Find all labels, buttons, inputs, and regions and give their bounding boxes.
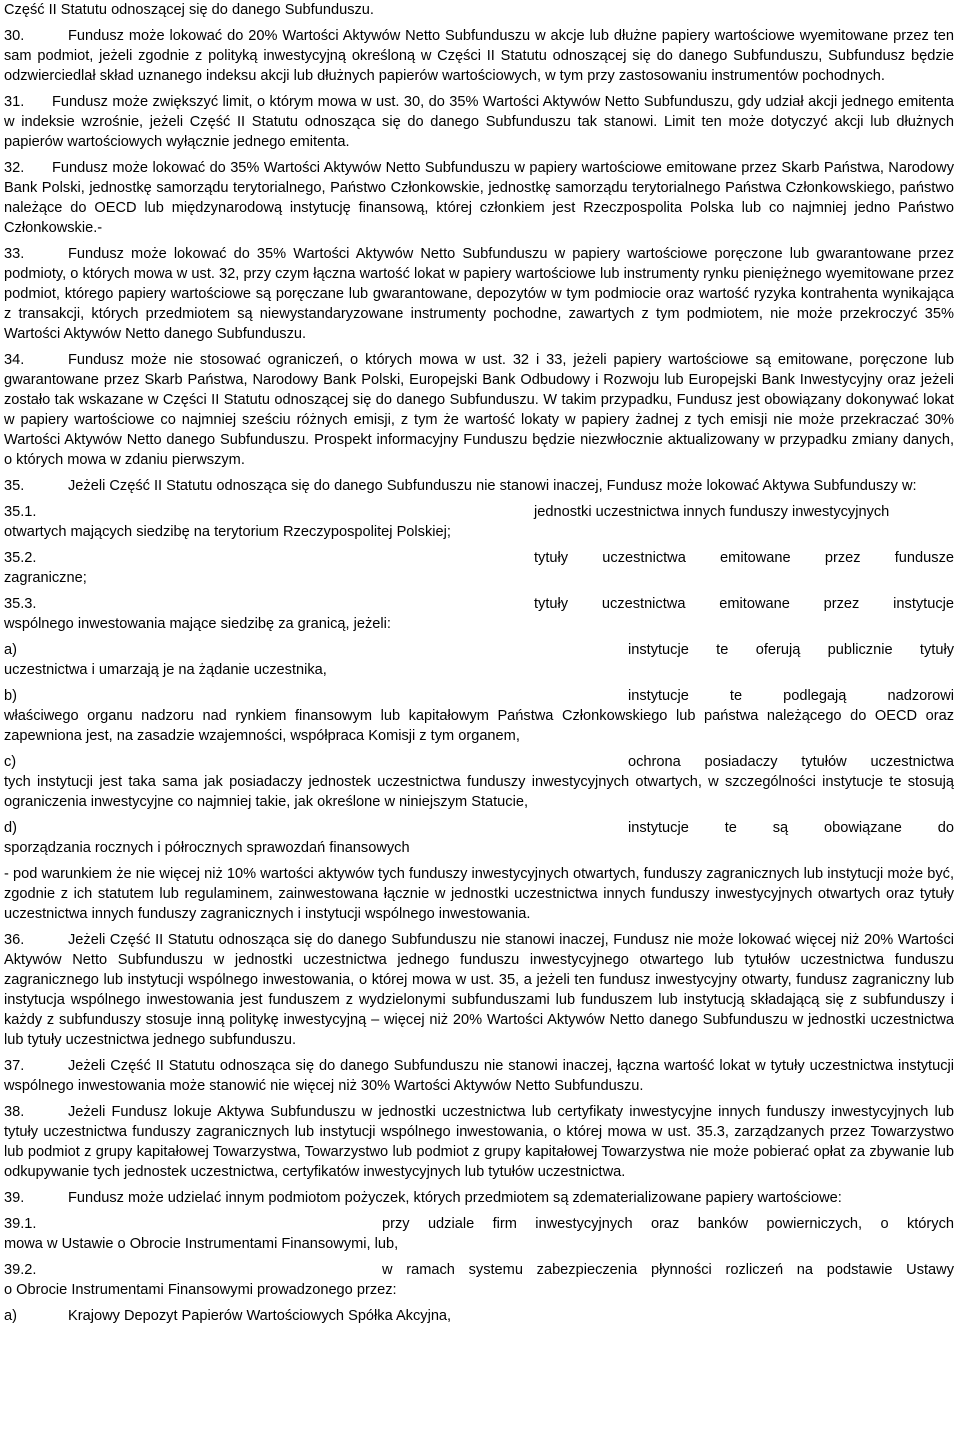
- paragraph-tail: wspólnego inwestowania mające siedzibę za granicą, jeżeli:: [4, 616, 391, 632]
- item-a-kdpw: [4, 1306, 954, 1326]
- paragraph-text: Fundusz może lokować do 35% Wartości Aktywów Netto Subfunduszu w papiery wartościowe emitowane przez Skarb Państwa, Narodowy Bank Polski, jednostkę samorządu terytorialnego, Państwo Członkowskie, jednostkę samorządu terytorialnego Państwa Członkowskiego, państwo należące do OECD lub międzynarodową instytucję finansową, której członkiem jest Rzeczpospolita Polska lub co najmniej jedno Państwo Członkowskie.-: [4, 160, 954, 236]
- paragraph-text: Fundusz może zwiększyć limit, o którym mowa w ust. 30, do 35% Wartości Aktywów Netto Subfunduszu, gdy udział akcji jednego emitenta w indeksie wzrośnie, jeżeli Część II Statutu odnosząca się do danego Subfunduszu tak stanowi. Limit ten może dotyczyć akcji lub dłużnych papierów wartościowych wyłącznie jednego emitenta.: [4, 94, 954, 150]
- paragraph-number: 35.: [4, 478, 25, 494]
- item-tail: uczestnictwa i umarzają je na żądanie uczestnika,: [4, 662, 327, 678]
- paragraph-35-3: [4, 594, 954, 634]
- item-head: ochrona posiadaczy tytułów uczestnictwa: [628, 754, 954, 770]
- paragraph-head: tytuły uczestnictwa emitowane przez fundusze: [534, 550, 954, 566]
- paragraph-tail: mowa w Ustawie o Obrocie Instrumentami Finansowymi, lub,: [4, 1236, 399, 1252]
- paragraph-text: Fundusz może lokować do 35% Wartości Aktywów Netto Subfunduszu w papiery wartościowe poręczone lub gwarantowane przez podmioty, o których mowa w ust. 32, przy czym łączna wartość lokat w papiery wartościowe lub instrumenty rynku pieniężnego wyemitowane przez podmiot, którego papiery wartościowe są poręczane lub gwarantowane, depozytów w tym podmiocie oraz wartość ryzyka kontrahenta wynikająca z transakcji, których przedmiotem są niewystandaryzowane instrumenty pochodne, zawartych z tym podmiotem, nie może przekroczyć 35% Wartości Aktywów Netto danego Subfunduszu.: [4, 246, 954, 342]
- paragraph-number: 36.: [4, 932, 25, 948]
- item-a: [4, 640, 954, 680]
- paragraph-33: [4, 244, 954, 344]
- item-letter: a): [4, 642, 17, 658]
- item-head: instytucje te są obowiązane do: [628, 820, 954, 836]
- paragraph-35-1: [4, 502, 954, 542]
- paragraph-number: 31.: [4, 94, 25, 110]
- paragraph-number: 32.: [4, 160, 25, 176]
- paragraph-35-2: [4, 548, 954, 588]
- paragraph-tail: zagraniczne;: [4, 570, 87, 586]
- paragraph-number: 38.: [4, 1104, 25, 1120]
- paragraph-number: 35.3.: [4, 596, 37, 612]
- paragraph-tail: o Obrocie Instrumentami Finansowymi prowadzonego przez:: [4, 1282, 397, 1298]
- item-tail: właściwego organu nadzoru nad rynkiem finansowym lub kapitałowym Państwa Członkowskiego lub państwa należącego do OECD oraz zapewniona jest, na zasadzie wzajemności, współpraca Komisji z tym organem,: [4, 708, 954, 744]
- paragraph-number: 39.2.: [4, 1262, 37, 1278]
- paragraph-30: [4, 26, 954, 86]
- item-text: Krajowy Depozyt Papierów Wartościowych Spółka Akcyjna,: [68, 1308, 452, 1324]
- paragraph-text: Fundusz może udzielać innym podmiotom pożyczek, których przedmiotem są zdematerializowane papiery wartościowe:: [68, 1190, 842, 1206]
- paragraph-39: [4, 1188, 954, 1208]
- paragraph-text: Jeżeli Część II Statutu odnosząca się do danego Subfunduszu nie stanowi inaczej, Fundusz nie może lokować więcej niż 20% Wartości Aktywów Netto Subfunduszu w jednostki uczestnictwa jednego funduszu inwestycyjnego otwartego lub tytułów uczestnictwa funduszu zagranicznego lub instytucji wspólnego inwestowania, o której mowa w ust. 35, a jeżeli ten fundusz inwestycyjny otwarty, fundusz zagraniczny lub instytucja wspólnego inwestowania jest funduszem z wydzielonymi subfunduszami lub funduszem lub instytucją składającą się z subfunduszy i każdy z subfunduszy stosuje inną politykę inwestycyjną – więcej niż 20% Wartości Aktywów Netto danego Subfunduszu w jednostki uczestnictwa lub tytuły uczestnictwa jednego subfunduszu.: [4, 932, 954, 1048]
- item-tail: tych instytucji jest taka sama jak posiadaczy jednostek uczestnictwa funduszy inwestycyjnych otwartych, w szczególności instytucje te stosują ograniczenia inwestycyjne co najmniej takie, jak określone w niniejszym Statucie,: [4, 774, 954, 810]
- paragraph-39-2: [4, 1260, 954, 1300]
- paragraph-tail: otwartych mających siedzibę na terytorium Rzeczypospolitej Polskiej;: [4, 524, 451, 540]
- paragraph-38: [4, 1102, 954, 1182]
- paragraph-35: [4, 476, 954, 496]
- paragraph-36: [4, 930, 954, 1050]
- item-d: [4, 818, 954, 858]
- paragraph-condition: - pod warunkiem że nie więcej niż 10% wartości aktywów tych funduszy inwestycyjnych otwartych, funduszy zagranicznych lub instytucji może być, zgodnie z ich statutem lub regulaminem, zainwestowana łącznie w jednostki uczestnictwa innych funduszy inwestycyjnych otwartych oraz tytuły uczestnictwa innych funduszy zagranicznych i instytucji wspólnego inwestowania.: [4, 866, 954, 922]
- paragraph-text: Jeżeli Fundusz lokuje Aktywa Subfunduszu w jednostki uczestnictwa lub certyfikaty inwestycyjne innych funduszy inwestycyjnych lub tytuły uczestnictwa funduszy zagranicznych lub instytucji wspólnego inwestowania, o której mowa w ust. 35.3, zarządzanych przez Towarzystwo lub podmiot z grupy kapitałowej Towarzystwa, Towarzystwo lub podmiot z grupy kapitałowej Towarzystwa nie może pobierać opłat za zbywanie lub odkupywanie tych jednostek uczestnictwa, certyfikatów inwestycyjnych lub tytułów uczestnictwa.: [4, 1104, 954, 1180]
- paragraph-number: 35.1.: [4, 504, 37, 520]
- item-c: [4, 752, 954, 812]
- paragraph-39-1: [4, 1214, 954, 1254]
- item-tail: sporządzania rocznych i półrocznych sprawozdań finansowych: [4, 840, 410, 856]
- paragraph-number: 33.: [4, 246, 25, 262]
- item-letter: d): [4, 820, 17, 836]
- paragraph-31: [4, 92, 954, 152]
- item-head: instytucje te podlegają nadzorowi: [628, 688, 954, 704]
- paragraph-text: Fundusz może lokować do 20% Wartości Aktywów Netto Subfunduszu w akcje lub dłużne papiery wartościowe wyemitowane przez ten sam podmiot, jeżeli zgodnie z polityką inwestycyjną określoną w Części II Statutu odnoszącej się do danego Subfunduszu, Subfundusz będzie odzwierciedlał skład uznanego indeksu akcji lub dłużnych papierów wartościowych, w tym przy zastosowaniu instrumentów pochodnych.: [4, 28, 954, 84]
- paragraph-number: 37.: [4, 1058, 25, 1074]
- item-letter: b): [4, 688, 17, 704]
- item-letter: a): [4, 1308, 17, 1324]
- item-letter: c): [4, 754, 17, 770]
- paragraph-number: 30.: [4, 28, 25, 44]
- paragraph-continuation: Część II Statutu odnoszącej się do danego Subfunduszu.: [4, 2, 374, 18]
- paragraph-head: przy udziale firm inwestycyjnych oraz banków powierniczych, o których: [382, 1216, 954, 1232]
- paragraph-34: [4, 350, 954, 470]
- paragraph-head: w ramach systemu zabezpieczenia płynności rozliczeń na podstawie Ustawy: [382, 1262, 954, 1278]
- paragraph-number: 39.1.: [4, 1216, 37, 1232]
- paragraph-text: Jeżeli Część II Statutu odnosząca się do danego Subfunduszu nie stanowi inaczej, łączna wartość lokat w tytuły uczestnictwa instytucji wspólnego inwestowania może stanowić nie więcej niż 30% Wartości Aktywów Netto Subfunduszu.: [4, 1058, 954, 1094]
- paragraph-text: Fundusz może nie stosować ograniczeń, o których mowa w ust. 32 i 33, jeżeli papiery wartościowe są emitowane, poręczone lub gwarantowane przez Skarb Państwa, Narodowy Bank Polski, Europejski Bank Odbudowy i Rozwoju lub Europejski Bank Inwestycyjny oraz jeżeli zostało tak wskazane w Części II Statutu odnoszącej się do danego Subfunduszu. W takim przypadku, Fundusz jest obowiązany dokonywać lokat w papiery wartościowe co najmniej sześciu różnych emisji, z tym że wartość lokaty w papiery żadnej z tych emisji nie może przekraczać 30% Wartości Aktywów Netto danego Subfunduszu. Prospekt informacyjny Funduszu będzie niezwłocznie aktualizowany w przypadku zmiany danych, o których mowa w zdaniu pierwszym.: [4, 352, 954, 468]
- paragraph-number: 34.: [4, 352, 25, 368]
- paragraph-head: jednostki uczestnictwa innych funduszy inwestycyjnych: [534, 504, 890, 520]
- item-head: instytucje te oferują publicznie tytuły: [628, 642, 954, 658]
- paragraph-32: [4, 158, 954, 238]
- paragraph-number: 35.2.: [4, 550, 37, 566]
- item-b: [4, 686, 954, 746]
- paragraph-number: 39.: [4, 1190, 25, 1206]
- paragraph-37: [4, 1056, 954, 1096]
- paragraph-head: tytuły uczestnictwa emitowane przez instytucje: [534, 596, 954, 612]
- paragraph-text: Jeżeli Część II Statutu odnosząca się do danego Subfunduszu nie stanowi inaczej, Fundusz może lokować Aktywa Subfunduszy w:: [68, 478, 917, 494]
